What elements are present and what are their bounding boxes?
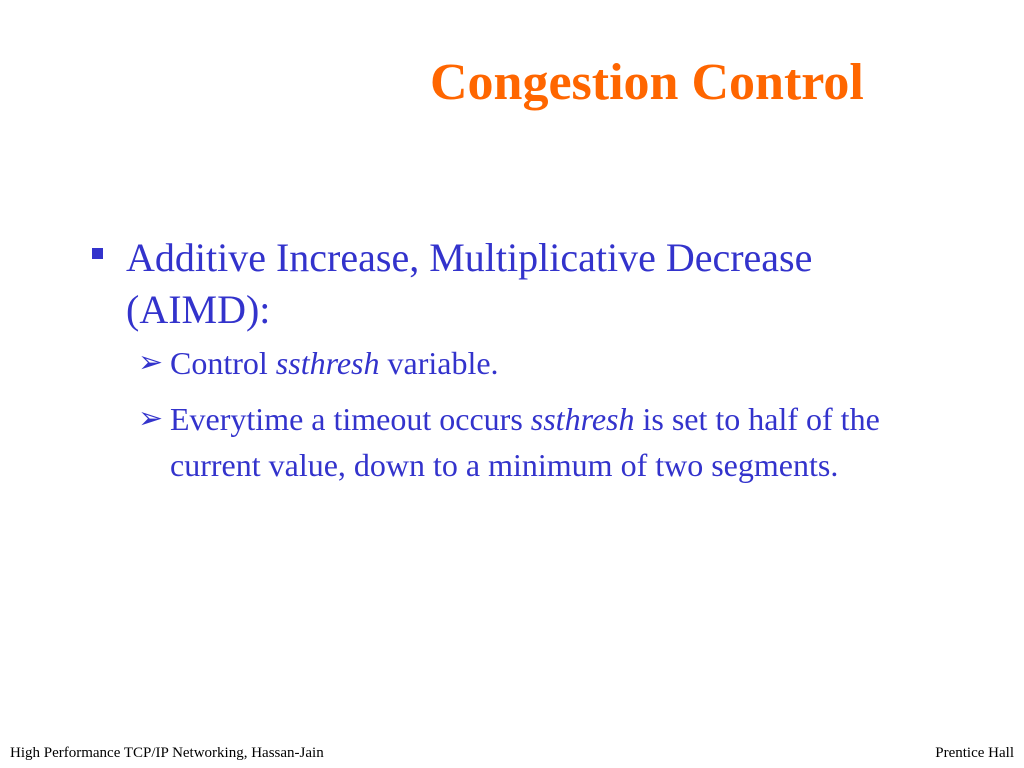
arrowhead-bullet-icon: ➢ [138, 345, 164, 380]
footer-source: High Performance TCP/IP Networking, Hassan-Jain [10, 745, 324, 761]
arrowhead-bullet-icon: ➢ [138, 401, 164, 436]
square-bullet-icon [92, 248, 103, 259]
subbullet-text-after: is set to half of the current value, down to a minimum of two segments. [170, 401, 880, 483]
subbullet-emphasis: ssthresh [275, 345, 380, 381]
subbullet-emphasis: ssthresh [530, 401, 635, 437]
subbullet-item [138, 396, 946, 488]
footer-publisher: Prentice Hall [935, 745, 1014, 761]
subbullet-text-before: Everytime a timeout occurs [170, 401, 531, 437]
slide-title: Congestion Control [430, 54, 864, 111]
bullet-item [86, 232, 946, 336]
slide-body [86, 232, 946, 488]
subbullet-item [138, 340, 946, 386]
bullet-text: Additive Increase, Multiplicative Decrease (AIMD): [126, 235, 813, 332]
subbullet-text-before: Control [170, 345, 276, 381]
subbullet-text-after: variable. [379, 345, 499, 381]
